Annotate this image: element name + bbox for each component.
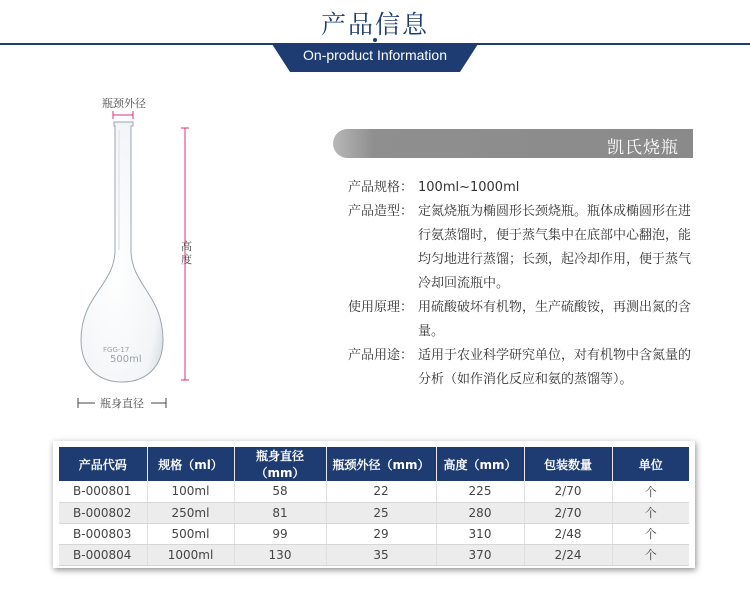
spec-value: 100ml~1000ml xyxy=(418,180,520,195)
spec-value: 定氮烧瓶为椭圆形长颈烧瓶。瓶体成椭圆形在进行氨蒸馏时，便于蒸气集中在底部中心翻泡，能均匀地进行蒸馏；长颈，起冷却作用，便于蒸气冷却回流瓶中。 xyxy=(418,204,692,291)
header-code: 产品代码 xyxy=(59,447,147,481)
cell-spec: 100ml xyxy=(147,481,234,502)
spec-value: 适用于农业科学研究单位，对有机物中含氮量的分析（如作消化反应和氨的蒸馏等）。 xyxy=(418,348,692,387)
spec-label: 产品规格： xyxy=(348,180,414,195)
flask-marking-2: 500ml xyxy=(110,354,142,365)
cell-pack-qty: 2/48 xyxy=(524,523,612,544)
spec-table xyxy=(59,447,689,566)
header-banner xyxy=(0,0,750,78)
cell-pack-qty: 2/70 xyxy=(524,502,612,523)
spec-row-size xyxy=(348,176,708,200)
spec-row-principle xyxy=(348,296,708,344)
cell-body-diameter: 130 xyxy=(234,544,326,565)
cell-unit: 个 xyxy=(612,544,689,565)
table-row xyxy=(59,481,689,502)
cell-neck-diameter: 29 xyxy=(326,523,436,544)
table-row xyxy=(59,502,689,523)
cell-neck-diameter: 22 xyxy=(326,481,436,502)
flask-marking-1: FGG-17 xyxy=(103,346,130,354)
cell-body-diameter: 58 xyxy=(234,481,326,502)
product-name: 凯氏烧瓶 xyxy=(607,138,679,158)
cell-pack-qty: 2/24 xyxy=(524,544,612,565)
cell-spec: 1000ml xyxy=(147,544,234,565)
table-row xyxy=(59,544,689,565)
banner-title: 产品信息 xyxy=(320,10,429,39)
spec-row-usage xyxy=(348,344,708,392)
cell-height: 370 xyxy=(436,544,524,565)
header-pack-qty: 包装数量 xyxy=(524,447,612,481)
cell-height: 280 xyxy=(436,502,524,523)
spec-row-shape xyxy=(348,200,708,296)
product-title-bar xyxy=(333,129,693,158)
cell-code: B-000804 xyxy=(59,544,147,565)
cell-neck-diameter: 25 xyxy=(326,502,436,523)
body-diameter-label: 瓶身直径 xyxy=(100,397,144,410)
cell-spec: 500ml xyxy=(147,523,234,544)
spec-value: 用硫酸破坏有机物，生产硫酸铵，再测出氮的含量。 xyxy=(418,300,692,339)
cell-unit: 个 xyxy=(612,502,689,523)
flask-drawing xyxy=(55,90,225,420)
cell-neck-diameter: 35 xyxy=(326,544,436,565)
cell-unit: 个 xyxy=(612,481,689,502)
cell-code: B-000803 xyxy=(59,523,147,544)
header-body-diameter: 瓶身直径（mm） xyxy=(234,447,326,481)
spec-list xyxy=(348,176,708,392)
banner-subtitle: On-product Information xyxy=(303,47,447,63)
neck-diameter-label: 瓶颈外径 xyxy=(102,97,146,110)
cell-unit: 个 xyxy=(612,523,689,544)
table-header-row xyxy=(59,447,689,481)
header-height: 高度（mm） xyxy=(436,447,524,481)
cell-pack-qty: 2/70 xyxy=(524,481,612,502)
header-spec: 规格（ml） xyxy=(147,447,234,481)
spec-label: 产品造型： xyxy=(348,204,414,219)
height-label: 高度 xyxy=(181,240,192,266)
spec-label: 使用原理： xyxy=(348,300,414,315)
cell-height: 225 xyxy=(436,481,524,502)
cell-body-diameter: 81 xyxy=(234,502,326,523)
cell-body-diameter: 99 xyxy=(234,523,326,544)
cell-code: B-000801 xyxy=(59,481,147,502)
spec-table-card xyxy=(53,441,695,568)
cell-code: B-000802 xyxy=(59,502,147,523)
cell-height: 310 xyxy=(436,523,524,544)
table-row xyxy=(59,523,689,544)
header-neck-diameter: 瓶颈外径（mm） xyxy=(326,447,436,481)
spec-label: 产品用途： xyxy=(348,348,414,363)
cell-spec: 250ml xyxy=(147,502,234,523)
header-unit: 单位 xyxy=(612,447,689,481)
flask-illustration xyxy=(55,90,225,420)
